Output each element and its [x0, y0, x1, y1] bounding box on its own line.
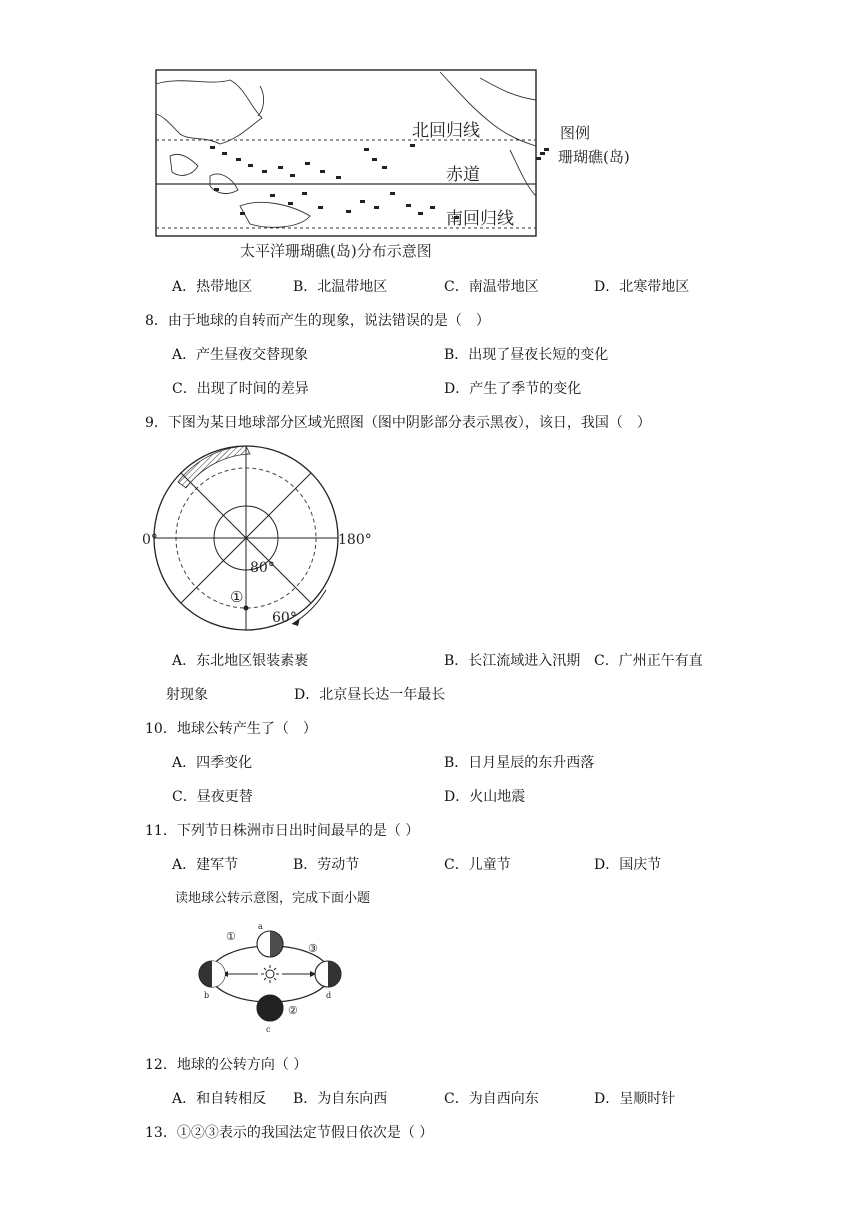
option-letter: A．	[172, 347, 197, 363]
option-letter: A．	[172, 1091, 197, 1107]
option-letter: C．	[444, 1091, 469, 1107]
q11-stem: 11．下列节日株洲市日出时间最早的是（ ）	[145, 823, 420, 839]
option-letter: B．	[293, 279, 318, 295]
option-letter: C．	[444, 279, 469, 295]
label-c: c	[266, 1025, 271, 1034]
q8-option-a[interactable]	[172, 344, 308, 364]
option-letter: B．	[293, 857, 318, 873]
option-text: 产生了季节的变化	[469, 381, 582, 397]
label-0-degree: 0°	[142, 532, 158, 548]
legend-item-label: 珊瑚礁(岛)	[558, 148, 630, 166]
option-letter: D．	[594, 857, 620, 873]
option-text: 产生昼夜交替现象	[196, 347, 309, 363]
q7-option-a[interactable]	[172, 276, 252, 296]
option-text: 射现象	[166, 687, 208, 703]
label-point-1: ①	[230, 588, 244, 606]
option-text: 出现了时间的差异	[196, 381, 309, 397]
q10-option-c[interactable]	[172, 786, 253, 806]
equator-label: 赤道	[446, 165, 480, 185]
option-text: 国庆节	[619, 857, 662, 873]
label-180-degree: 180°	[338, 532, 372, 548]
q10-stem: 10．地球公转产生了（ ）	[145, 721, 317, 737]
label-3: ③	[308, 942, 318, 955]
earth-revolution-diagram	[190, 918, 354, 1036]
q11-option-d[interactable]	[594, 854, 661, 874]
option-letter: C．	[594, 653, 619, 669]
option-text: 劳动节	[317, 857, 360, 873]
q8-option-c[interactable]	[172, 378, 309, 398]
option-letter: D．	[294, 687, 320, 703]
label-1: ①	[226, 930, 236, 943]
reading-intro: 读地球公转示意图，完成下面小题	[175, 891, 371, 906]
q11-option-c[interactable]	[444, 854, 511, 874]
q9-stem: 9．下图为某日地球部分区域光照图（图中阴影部分表示黑夜），该日，我国（ ）	[145, 415, 651, 431]
option-text: 为自东向西	[317, 1091, 388, 1107]
option-text: 热带地区	[196, 279, 253, 295]
option-text: 和自转相反	[196, 1091, 267, 1107]
option-text: 为自西向东	[468, 1091, 539, 1107]
option-text: 东北地区银装素裹	[196, 653, 309, 669]
option-letter: B．	[444, 347, 469, 363]
q8-option-d[interactable]	[444, 378, 581, 398]
earth-c	[257, 995, 283, 1021]
sun-icon	[266, 970, 274, 978]
option-text: 日月星辰的东升西落	[468, 755, 595, 771]
q12-stem: 12．地球的公转方向（ ）	[145, 1057, 308, 1073]
option-letter: C．	[172, 381, 197, 397]
option-letter: D．	[444, 789, 470, 805]
q13-stem: 13．①②③表示的我国法定节假日依次是（ ）	[145, 1125, 434, 1141]
option-text: 昼夜更替	[196, 789, 253, 805]
option-text: 北寒带地区	[619, 279, 690, 295]
q9-option-c-continued	[166, 684, 208, 704]
map-caption: 太平洋珊瑚礁(岛)分布示意图	[240, 242, 432, 260]
q9-option-b[interactable]	[444, 650, 580, 670]
label-b: b	[204, 991, 210, 1000]
q8-stem: 8．由于地球的自转而产生的现象，说法错误的是（ ）	[145, 313, 490, 329]
option-letter: C．	[172, 789, 197, 805]
tropic-north-label: 北回归线	[412, 121, 480, 141]
q11-option-b[interactable]	[293, 854, 359, 874]
label-a: a	[258, 922, 263, 931]
point-marker	[244, 606, 249, 611]
q12-option-a[interactable]	[172, 1088, 266, 1108]
rotation-arrow	[292, 590, 326, 624]
legend-coral-icon	[536, 148, 549, 160]
option-text: 南温带地区	[468, 279, 539, 295]
option-letter: D．	[594, 1091, 620, 1107]
option-text: 四季变化	[196, 755, 253, 771]
q9-option-c[interactable]	[594, 650, 703, 670]
option-letter: B．	[444, 755, 469, 771]
option-letter: D．	[444, 381, 470, 397]
option-letter: A．	[172, 857, 197, 873]
q12-option-b[interactable]	[293, 1088, 387, 1108]
option-text: 建军节	[196, 857, 239, 873]
q7-option-c[interactable]	[444, 276, 539, 296]
option-text: 北京昼长达一年最长	[319, 687, 446, 703]
option-text: 呈顺时针	[619, 1091, 676, 1107]
q7-option-d[interactable]	[594, 276, 689, 296]
pacific-coral-reef-map	[150, 66, 660, 266]
option-text: 出现了昼夜长短的变化	[468, 347, 609, 363]
option-text: 火山地震	[469, 789, 526, 805]
q10-option-b[interactable]	[444, 752, 594, 772]
option-text: 北温带地区	[317, 279, 388, 295]
option-letter: A．	[172, 755, 197, 771]
option-text: 长江流域进入汛期	[468, 653, 581, 669]
q12-option-c[interactable]	[444, 1088, 539, 1108]
q10-option-a[interactable]	[172, 752, 252, 772]
option-letter: B．	[293, 1091, 318, 1107]
label-2: ②	[288, 1004, 298, 1017]
q9-option-d[interactable]	[294, 684, 445, 704]
option-text: 儿童节	[468, 857, 511, 873]
tropic-south-label: 南回归线	[446, 209, 514, 229]
label-60-degree: 60°	[272, 610, 297, 626]
q8-option-b[interactable]	[444, 344, 608, 364]
label-d: d	[326, 991, 332, 1000]
label-80-degree: 80°	[250, 560, 275, 576]
q9-option-a[interactable]	[172, 650, 308, 670]
q10-option-d[interactable]	[444, 786, 525, 806]
option-letter: A．	[172, 279, 197, 295]
q7-option-b[interactable]	[293, 276, 387, 296]
option-letter: C．	[444, 857, 469, 873]
polar-illumination-diagram	[140, 442, 380, 638]
option-letter: D．	[594, 279, 620, 295]
q11-option-a[interactable]	[172, 854, 238, 874]
legend-title: 图例	[560, 124, 591, 142]
option-text: 广州正午有直	[618, 653, 703, 669]
option-letter: B．	[444, 653, 469, 669]
option-letter: A．	[172, 653, 197, 669]
q12-option-d[interactable]	[594, 1088, 675, 1108]
